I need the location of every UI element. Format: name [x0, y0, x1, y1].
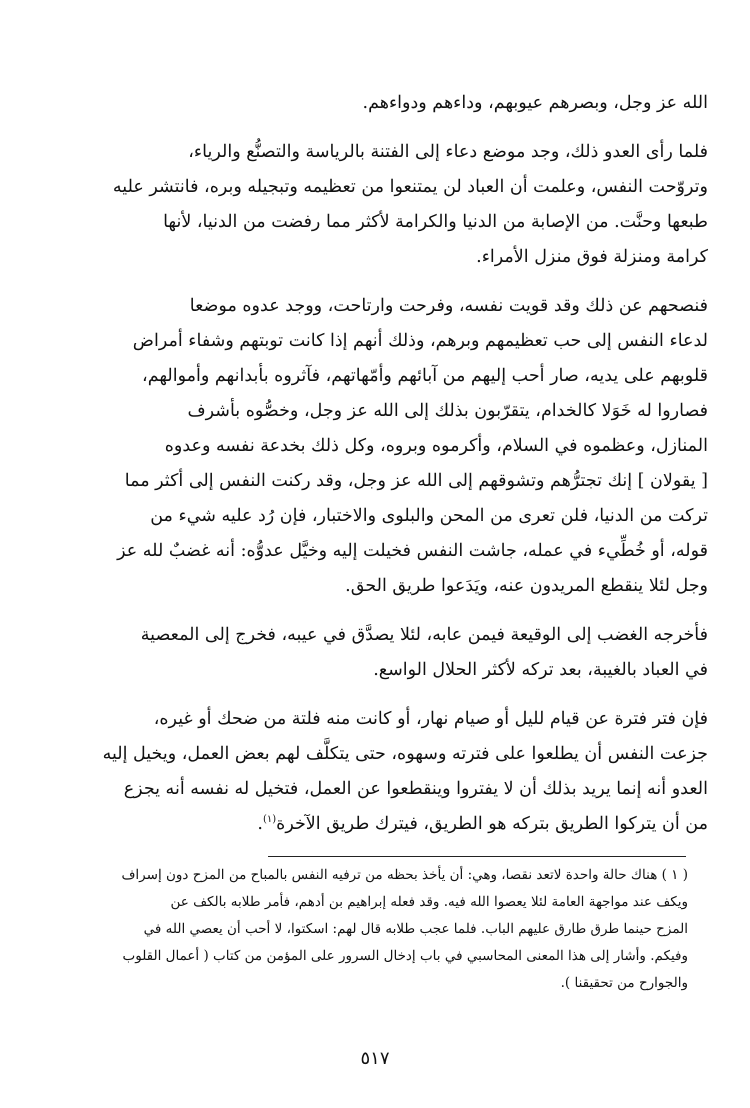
paragraph-1 — [42, 86, 708, 121]
text-line: فلما رأى العدو ذلك، وجد موضع دعاء إلى الفتنة بالرياسة والتصنُّع والرياء، — [188, 142, 708, 162]
text-line: وجل لئلا ينقطع المريدون عنه، ويَدَعوا طريق الحق. — [345, 576, 708, 596]
text-line: فصاروا له خَوَلا كالخدام، يتقرّبون بذلك إلى الله عز وجل، وخصُّوه بأشرف — [187, 401, 708, 421]
paragraph-5 — [42, 702, 708, 842]
text-line: قوله، أو خُطِّيء في عمله، جاشت النفس فخيلت إليه وخيَّل عدوُّه: أنه غضبٌ لله عز — [117, 541, 708, 561]
paragraph-3 — [42, 289, 708, 604]
text-line: كرامة ومنزلة فوق منزل الأمراء. — [476, 247, 708, 267]
text-line: فنصحهم عن ذلك وقد قويت نفسه، وفرحت وارتاحت، ووجد عدوه موضعا — [189, 296, 708, 316]
text-line: جزعت النفس أن يطلعوا على فترته وسهوه، حتى يتكلَّف لهم بعض العمل، ويخيل إليه — [102, 744, 708, 764]
text-line: من أن يتركوا الطريق بتركه هو الطريق، فيترك طريق الآخرة$^{(١)}$. — [257, 814, 708, 834]
footnote-line: المزح حينما طرق طارق عليهم الباب. فلما عجب طلابه قال لهم: اسكتوا، لا أحب أن يعصي الله في — [143, 921, 688, 937]
paragraph-4 — [42, 618, 708, 688]
text-line: المنازل، وعظموه في السلام، وأكرموه وبروه، وكل ذلك بخدعة نفسه وعدوه — [164, 436, 708, 456]
text-line: [ يقولان ] إنك تجترُّهم وتشوقهم إلى الله عز وجل، وقد ركنت النفس إلى أكثر مما — [124, 471, 708, 491]
text-line: تركت من الدنيا، فلن تعرى من المحن والبلوى والاختبار، فإن رُد عليه شيء من — [150, 506, 708, 526]
text-line: وتروّحت النفس، وعلمت أن العباد لن يمتنعوا من تعظيمه وتبجيله وبره، فانتشر عليه — [112, 177, 708, 197]
paragraph-2 — [42, 135, 708, 275]
footnotes — [50, 862, 688, 997]
text-line: في العباد بالغيبة، بعد تركه لأكثر الحلال الواسع. — [373, 660, 708, 680]
footnote-reference[interactable]: (١) — [262, 814, 277, 826]
text-line: طبعها وحنَّت. من الإصابة من الدنيا والكرامة لأكثر مما رفضت من الدنيا، لأنها — [163, 212, 708, 232]
text-line-content: من أن يتركوا الطريق بتركه هو الطريق، فيترك طريق الآخرة — [276, 814, 708, 834]
text-line: العدو أنه إنما يريد بذلك أن لا يفتروا وينقطعوا عن العمل، فتخيل له نفسه أنه يجزع — [123, 779, 708, 799]
text-line: فأخرجه الغضب إلى الوقيعة فيمن عابه، لئلا يصدَّق في عيبه، فخرج إلى المعصية — [140, 625, 708, 645]
text-line: قلوبهم على يديه، صار أحب إليهم من آبائهم وأمّهاتهم، فآثروه بأبدانهم وأموالهم، — [142, 366, 708, 386]
footnote-divider — [268, 856, 686, 857]
text-line: فإن فتر فترة عن قيام لليل أو صيام نهار، أو كانت منه فلتة من ضحك أو غيره، — [153, 709, 708, 729]
footnote-line: ( ١ ) هناك حالة واحدة لاتعد نقصا، وهي: أن يأخذ بحظه من ترفيه النفس بالمباح من المزح دون إسراف — [121, 867, 688, 883]
text-line: لدعاء النفس إلى حب تعظيمهم وبرهم، وذلك أنهم إذا كانت توبتهم وشفاء أمراض — [132, 331, 708, 351]
main-text — [42, 86, 708, 856]
text-line: الله عز وجل، وبصرهم عيوبهم، وداءهم ودواءهم. — [362, 93, 708, 113]
page-number: ٥١٧ — [360, 1048, 390, 1069]
footnote-line: ويكف عند مواجهة العامة لئلا يعصوا الله فيه. وقد فعله إبراهيم بن أدهم، فأمر طلابه بالكف عن — [170, 894, 688, 910]
footnote-line: وفيكم. وأشار إلى هذا المعنى المحاسبي في باب إدخال السرور على المؤمن من كتاب ( أعمال القلوب — [122, 948, 688, 964]
footnote-line: والجوارح من تحقيقنا ). — [560, 975, 688, 991]
